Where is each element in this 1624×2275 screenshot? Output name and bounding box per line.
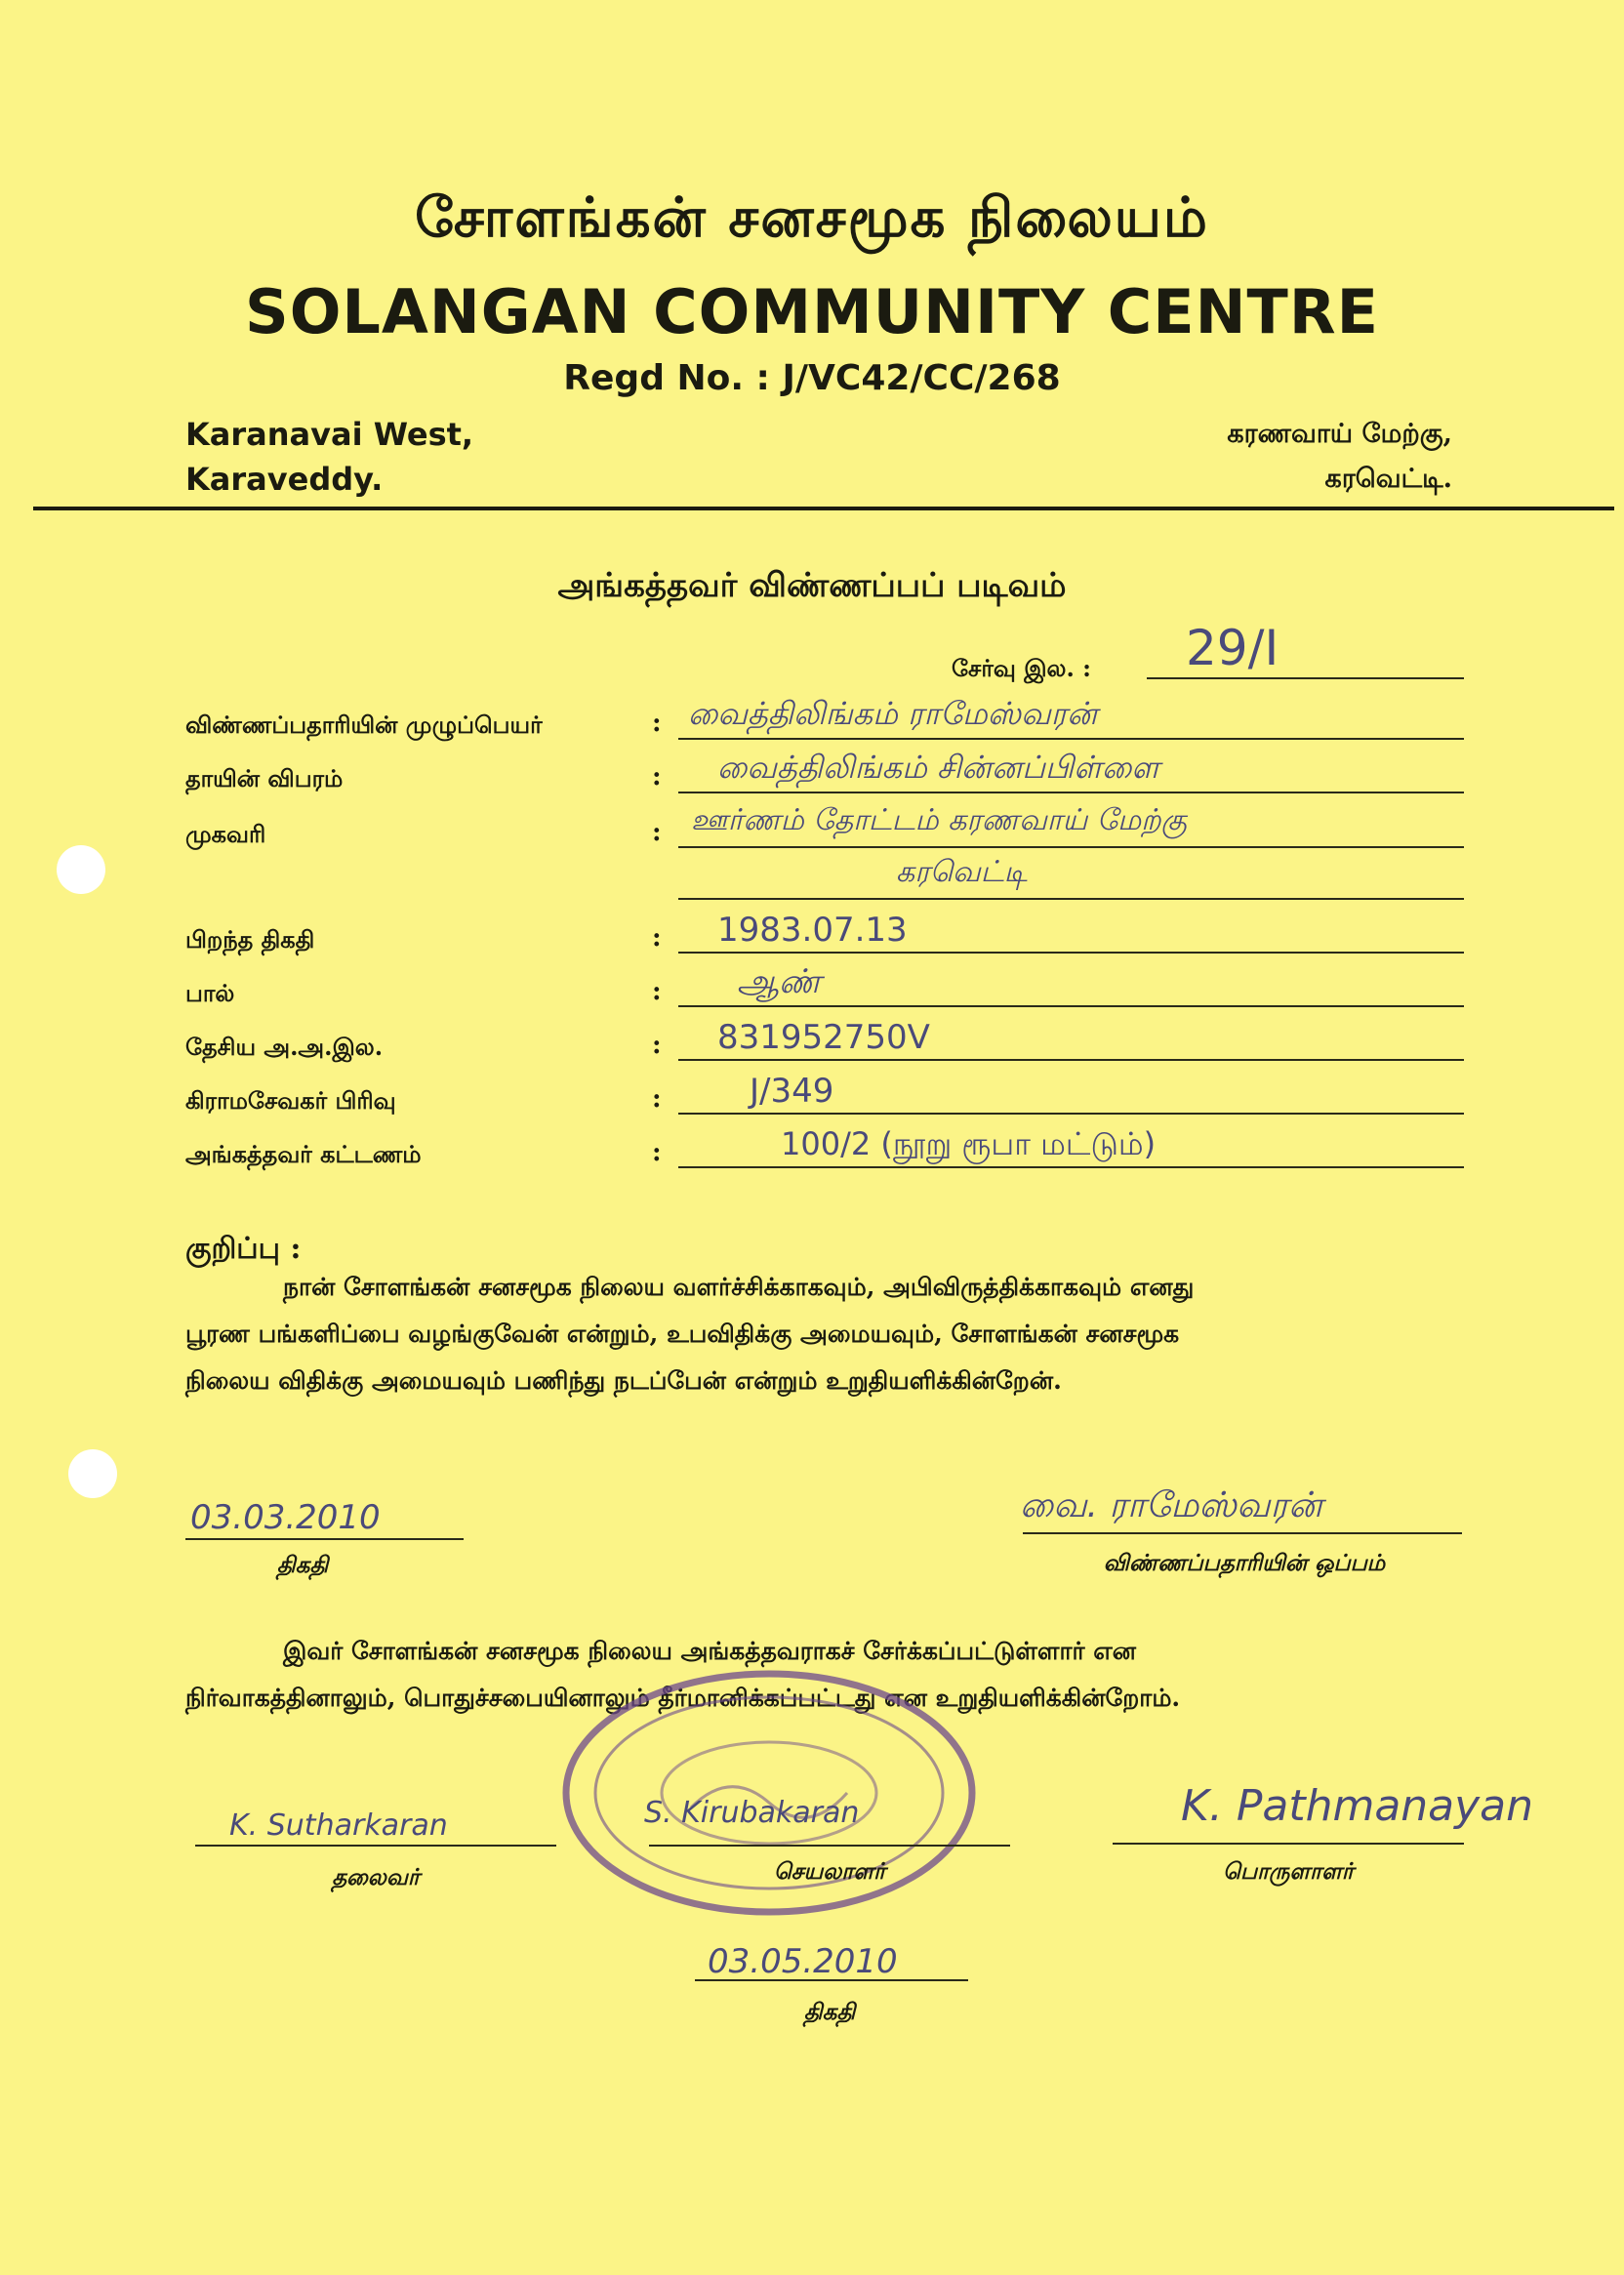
approval-line1: இவர் சோளங்கன் சனசமூக நிலைய அங்கத்தவராகச் சேர்க்கப்பட்டுள்ளார் என <box>283 1637 1137 1665</box>
colon: : <box>652 1031 662 1060</box>
field-line <box>678 1166 1464 1168</box>
title-english: SOLANGAN COMMUNITY CENTRE <box>245 276 1379 347</box>
registration-number: Regd No. : J/VC42/CC/268 <box>563 358 1061 398</box>
address-ta-line1: கரணவாய் மேற்கு, <box>1227 419 1452 449</box>
field-value-fullname: வைத்திலிங்கம் ராமேஸ்வரன் <box>688 695 1098 732</box>
field-value-fee: 100/2 (நூறு ரூபா மட்டும்) <box>781 1125 1157 1162</box>
colon: : <box>652 923 662 953</box>
field-value-dob: 1983.07.13 <box>717 911 908 950</box>
note-heading: குறிப்பு : <box>185 1232 302 1266</box>
serial-label: சேர்வு இல. : <box>952 654 1092 682</box>
punch-hole-top <box>57 845 105 894</box>
approval-date-line <box>695 1979 968 1981</box>
field-line <box>678 1005 1464 1007</box>
note-line1: நான் சோளங்கன் சனசமூக நிலைய வளர்ச்சிக்காகவும், அபிவிருத்திக்காகவும் எனது <box>283 1273 1195 1301</box>
address-en-line2: Karaveddy. <box>185 461 384 498</box>
header-divider <box>33 507 1614 510</box>
field-line <box>678 952 1464 954</box>
form-title: அங்கத்தவர் விண்ணப்பப் படிவம் <box>557 566 1067 605</box>
field-value-address-2: கரவெட்டி <box>896 855 1028 889</box>
president-signature-line <box>195 1845 556 1847</box>
president-signature: K. Sutharkaran <box>229 1808 448 1843</box>
approval-line2: நிர்வாகத்தினாலும், பொதுச்சபையினாலும் தீர்மானிக்கப்பட்டது என உறுதியளிக்கின்றோம். <box>185 1684 1181 1712</box>
field-label-nic: தேசிய அ.அ.இல. <box>185 1033 384 1061</box>
title-tamil: சோளங்கன் சனசமூக நிலையம் <box>415 185 1209 250</box>
approval-date-label: திகதி <box>803 1999 856 2025</box>
note-line2: பூரண பங்களிப்பை வழங்குவேன் என்றும், உபவிதிக்கு அமையவும், சோளங்கன் சனசமூக <box>185 1320 1180 1348</box>
field-value-mother: வைத்திலிங்கம் சின்னப்பிள்ளை <box>717 749 1160 786</box>
field-label-address: முகவரி <box>185 820 266 848</box>
secretary-signature: S. Kirubakaran <box>644 1796 860 1830</box>
applicant-date-value: 03.03.2010 <box>190 1498 381 1537</box>
field-label-gs-division: கிராமசேவகர் பிரிவு <box>185 1086 396 1115</box>
colon: : <box>652 818 662 847</box>
punch-hole-bottom <box>68 1449 117 1498</box>
field-value-gender: ஆண் <box>737 962 822 1001</box>
field-line-2 <box>678 898 1464 900</box>
field-line <box>678 738 1464 740</box>
field-label-fee: அங்கத்தவர் கட்டணம் <box>185 1140 422 1168</box>
field-value-address: ஊர்ணம் தோட்டம் கரணவாய் மேற்கு <box>691 803 1188 837</box>
address-tamil <box>1227 412 1452 502</box>
treasurer-signature-line <box>1113 1843 1464 1845</box>
field-line <box>678 792 1464 793</box>
address-english <box>185 412 473 502</box>
serial-line <box>1147 677 1464 679</box>
field-label-gender: பால் <box>185 979 235 1007</box>
field-value-nic: 831952750V <box>717 1018 930 1057</box>
serial-value: 29/I <box>1186 620 1279 676</box>
field-line <box>678 1059 1464 1061</box>
treasurer-signature: K. Pathmanayan <box>1181 1781 1534 1831</box>
note-line3: நிலைய விதிக்கு அமையவும் பணிந்து நடப்பேன் என்றும் உறுதியளிக்கின்றேன். <box>185 1366 1062 1395</box>
colon: : <box>652 709 662 738</box>
note-paragraph <box>185 1264 1464 1404</box>
applicant-signature: வை. ராமேஸ்வரன் <box>1020 1485 1322 1525</box>
applicant-signature-line <box>1023 1532 1462 1534</box>
field-line <box>678 846 1464 848</box>
secretary-signature-line <box>649 1845 1010 1847</box>
president-label: தலைவர் <box>332 1864 420 1890</box>
applicant-date-line <box>185 1538 464 1540</box>
approval-date-value: 03.05.2010 <box>708 1942 898 1981</box>
treasurer-label: பொருளாளர் <box>1223 1858 1354 1885</box>
colon: : <box>652 1138 662 1167</box>
address-ta-line2: கரவெட்டி. <box>1324 464 1452 494</box>
secretary-label: செயலாளர் <box>773 1858 886 1885</box>
colon: : <box>652 977 662 1006</box>
field-label-mother: தாயின் விபரம் <box>185 764 344 792</box>
colon: : <box>652 1084 662 1114</box>
applicant-signature-label: விண்ணப்பதாரியின் ஒப்பம் <box>1103 1550 1386 1576</box>
field-label-dob: பிறந்த திகதி <box>185 925 315 954</box>
colon: : <box>652 762 662 792</box>
field-value-gs-division: J/349 <box>750 1072 834 1111</box>
address-en-line1: Karanavai West, <box>185 416 474 453</box>
field-label-fullname: விண்ணப்பதாரியின் முழுப்பெயர் <box>185 711 543 739</box>
applicant-date-label: திகதி <box>276 1552 329 1578</box>
field-line <box>678 1113 1464 1115</box>
